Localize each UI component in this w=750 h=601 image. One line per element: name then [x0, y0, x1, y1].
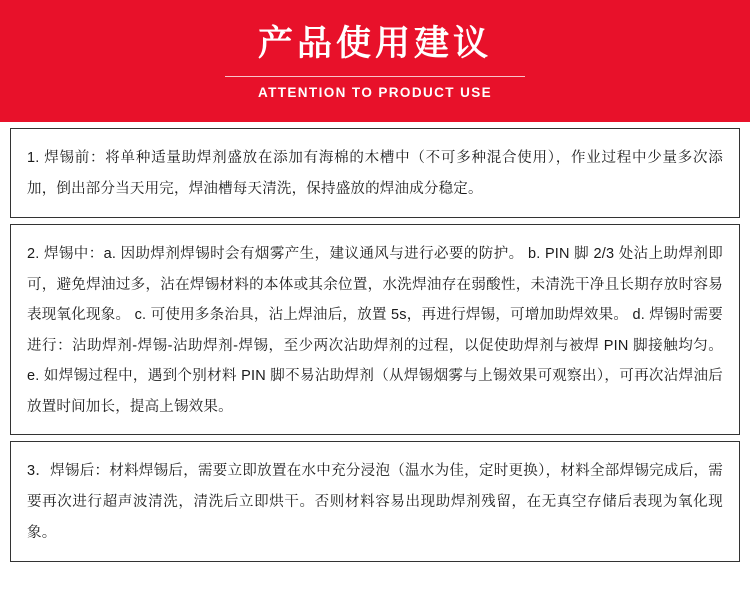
section-during-soldering: [10, 224, 740, 435]
section-text: 1. 焊锡前：将单种适量助焊剂盛放在添加有海棉的木槽中（不可多种混合使用），作业过程中少量多次添加，倒出部分当天用完，焊油槽每天清洗，保持盛放的焊油成分稳定。: [27, 150, 723, 197]
divider-line-left: [225, 76, 525, 77]
section-text: 2. 焊锡中：a. 因助焊剂焊锡时会有烟雾产生，建议通风与进行必要的防护。 b. PIN 脚 2/3 处沾上助焊剂即可，避免焊油过多，沾在焊锡材料的本体或其余位置，水洗焊油存在弱酸性，未清洗干净且长期存放时容易表现氧化现象。 c. 可使用多条治具，沾上焊油后，放置 5s，再进行焊锡，可增加助焊效果。 d. 焊锡时需要进行：沾助焊剂-焊锡-沾助焊剂-焊锡，至少两次沾助焊剂的过程，以促使助焊剂与被焊 PIN 脚接触均匀。 e. 如焊锡过程中，遇到个别材料 PIN 脚不易沾助焊剂（从焊锡烟雾与上锡效果可观察出），可再次沾焊油后放置时间加长，提高上锡效果。: [27, 246, 723, 415]
section-after-soldering: [10, 441, 740, 562]
title-divider: [225, 76, 525, 77]
content-area: [0, 128, 750, 562]
section-before-soldering: [10, 128, 740, 218]
header-banner: [0, 0, 750, 122]
section-text: 3．焊锡后：材料焊锡后，需要立即放置在水中充分浸泡（温水为佳，定时更换），材料全部焊锡完成后，需要再次进行超声波清洗，清洗后立即烘干。否则材料容易出现助焊剂残留，在无真空存储后表现为氧化现象。: [27, 463, 723, 541]
page-subtitle: ATTENTION TO PRODUCT USE: [257, 85, 493, 100]
page-title: 产品使用建议: [257, 24, 492, 63]
